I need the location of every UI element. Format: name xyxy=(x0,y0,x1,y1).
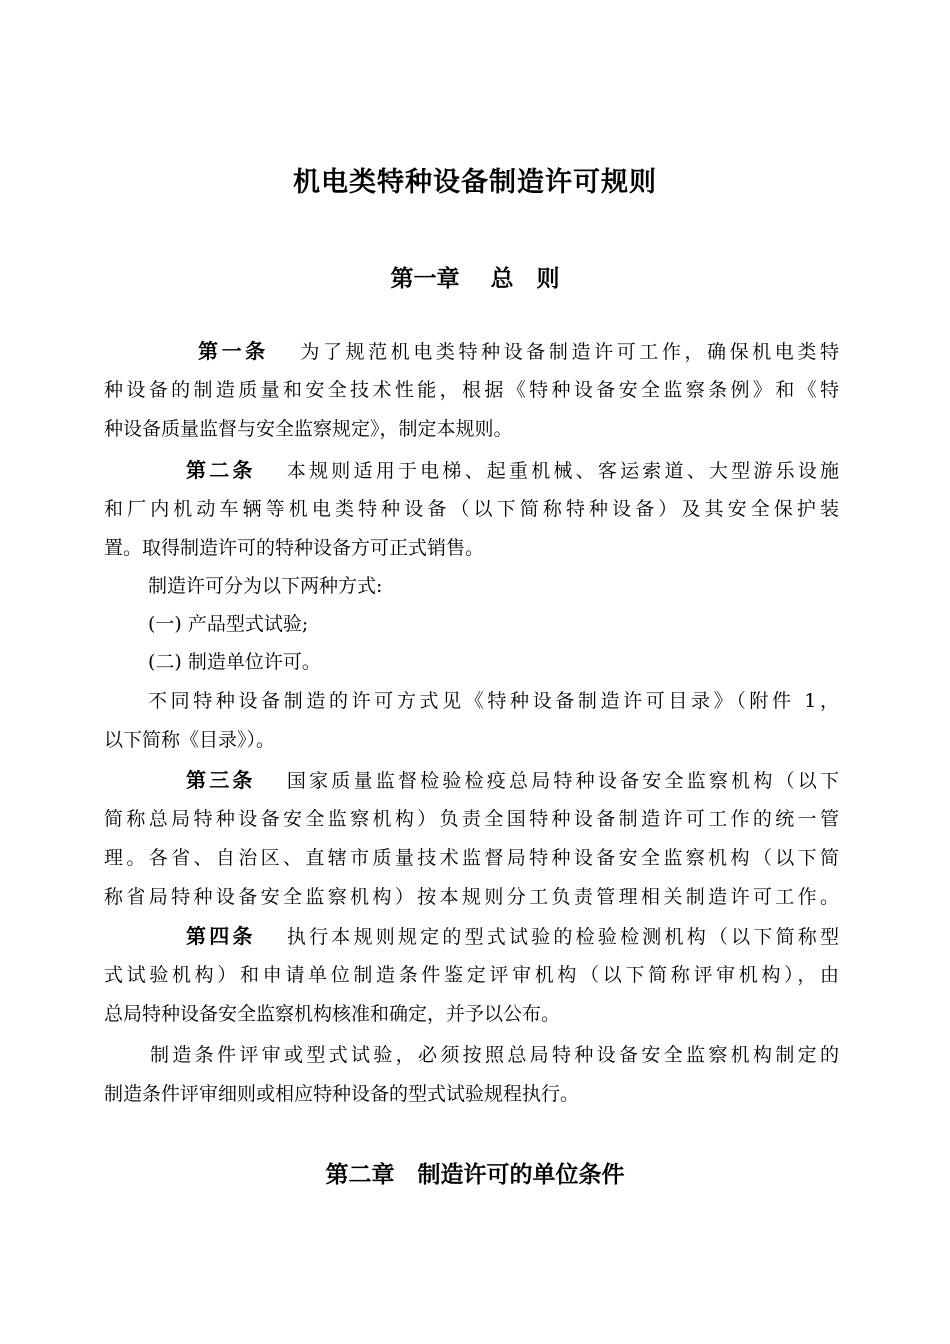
article-1-line-2: 种设备的制造质量和安全技术性能，根据《特种设备安全监察条例》和《特 xyxy=(104,379,839,401)
article-1-line-3: 种设备质量监督与安全监察规定》，制定本规则。 xyxy=(104,418,513,440)
article-3-line-4: 称省局特种设备安全监察机构）按本规则分工负责管理相关制造许可工作。 xyxy=(104,886,839,908)
article-4-line-3: 总局特种设备安全监察机构核准和确定，并予以公布。 xyxy=(104,1003,561,1025)
article-2-label: 第二条 xyxy=(186,458,256,482)
article-2-text: 本规则适用于电梯、起重机械、客运索道、大型游乐设施 xyxy=(283,460,840,482)
chapter-2-heading: 第二章 制造许可的单位条件 xyxy=(325,1162,625,1188)
article-4-text: 执行本规则规定的型式试验的检验检测机构（以下简称型 xyxy=(283,926,840,948)
article-4-line-2: 式试验机构）和申请单位制造条件鉴定评审机构（以下简称评审机构），由 xyxy=(104,964,839,986)
article-4-line-5: 制造条件评审细则或相应特种设备的型式试验规程执行。 xyxy=(104,1083,580,1105)
article-4-label: 第四条 xyxy=(186,924,256,948)
article-2-first-line xyxy=(186,457,839,484)
article-1-text: 为了规范机电类特种设备制造许可工作，确保机电类特 xyxy=(296,341,839,363)
article-3-line-3: 理。各省、自治区、直辖市质量技术监督局特种设备安全监察机构（以下简 xyxy=(104,847,839,869)
article-2-item-2: (二) 制造单位许可。 xyxy=(148,651,321,673)
article-2-item-1: (一) 产品型式试验; xyxy=(148,613,309,635)
article-2-line-6: 以下简称《目录》）。 xyxy=(104,729,276,751)
article-2-line-3: 置。取得制造许可的特种设备方可正式销售。 xyxy=(104,537,485,559)
article-3-text: 国家质量监督检验检疫总局特种设备安全监察机构（以下 xyxy=(283,770,840,792)
article-2-line-2: 和厂内机动车辆等机电类特种设备（以下简称特种设备）及其安全保护装 xyxy=(104,498,839,520)
article-1-label: 第一条 xyxy=(198,339,269,363)
article-4-first-line xyxy=(186,923,839,950)
document-title: 机电类特种设备制造许可规则 xyxy=(293,167,657,198)
article-4-line-4: 制造条件评审或型式试验，必须按照总局特种设备安全监察机构制定的 xyxy=(150,1044,839,1066)
article-3-line-2: 简称总局特种设备安全监察机构）负责全国特种设备制造许可工作的统一管 xyxy=(104,808,839,830)
article-2-line-5: 不同特种设备制造的许可方式见《特种设备制造许可目录》（附件 1， xyxy=(148,690,839,712)
article-2-line-4: 制造许可分为以下两种方式: xyxy=(148,575,383,597)
article-1-first-line xyxy=(198,338,839,365)
article-3-first-line xyxy=(186,767,839,794)
chapter-1-heading: 第一章 总 则 xyxy=(390,266,560,292)
article-3-label: 第三条 xyxy=(186,768,256,792)
